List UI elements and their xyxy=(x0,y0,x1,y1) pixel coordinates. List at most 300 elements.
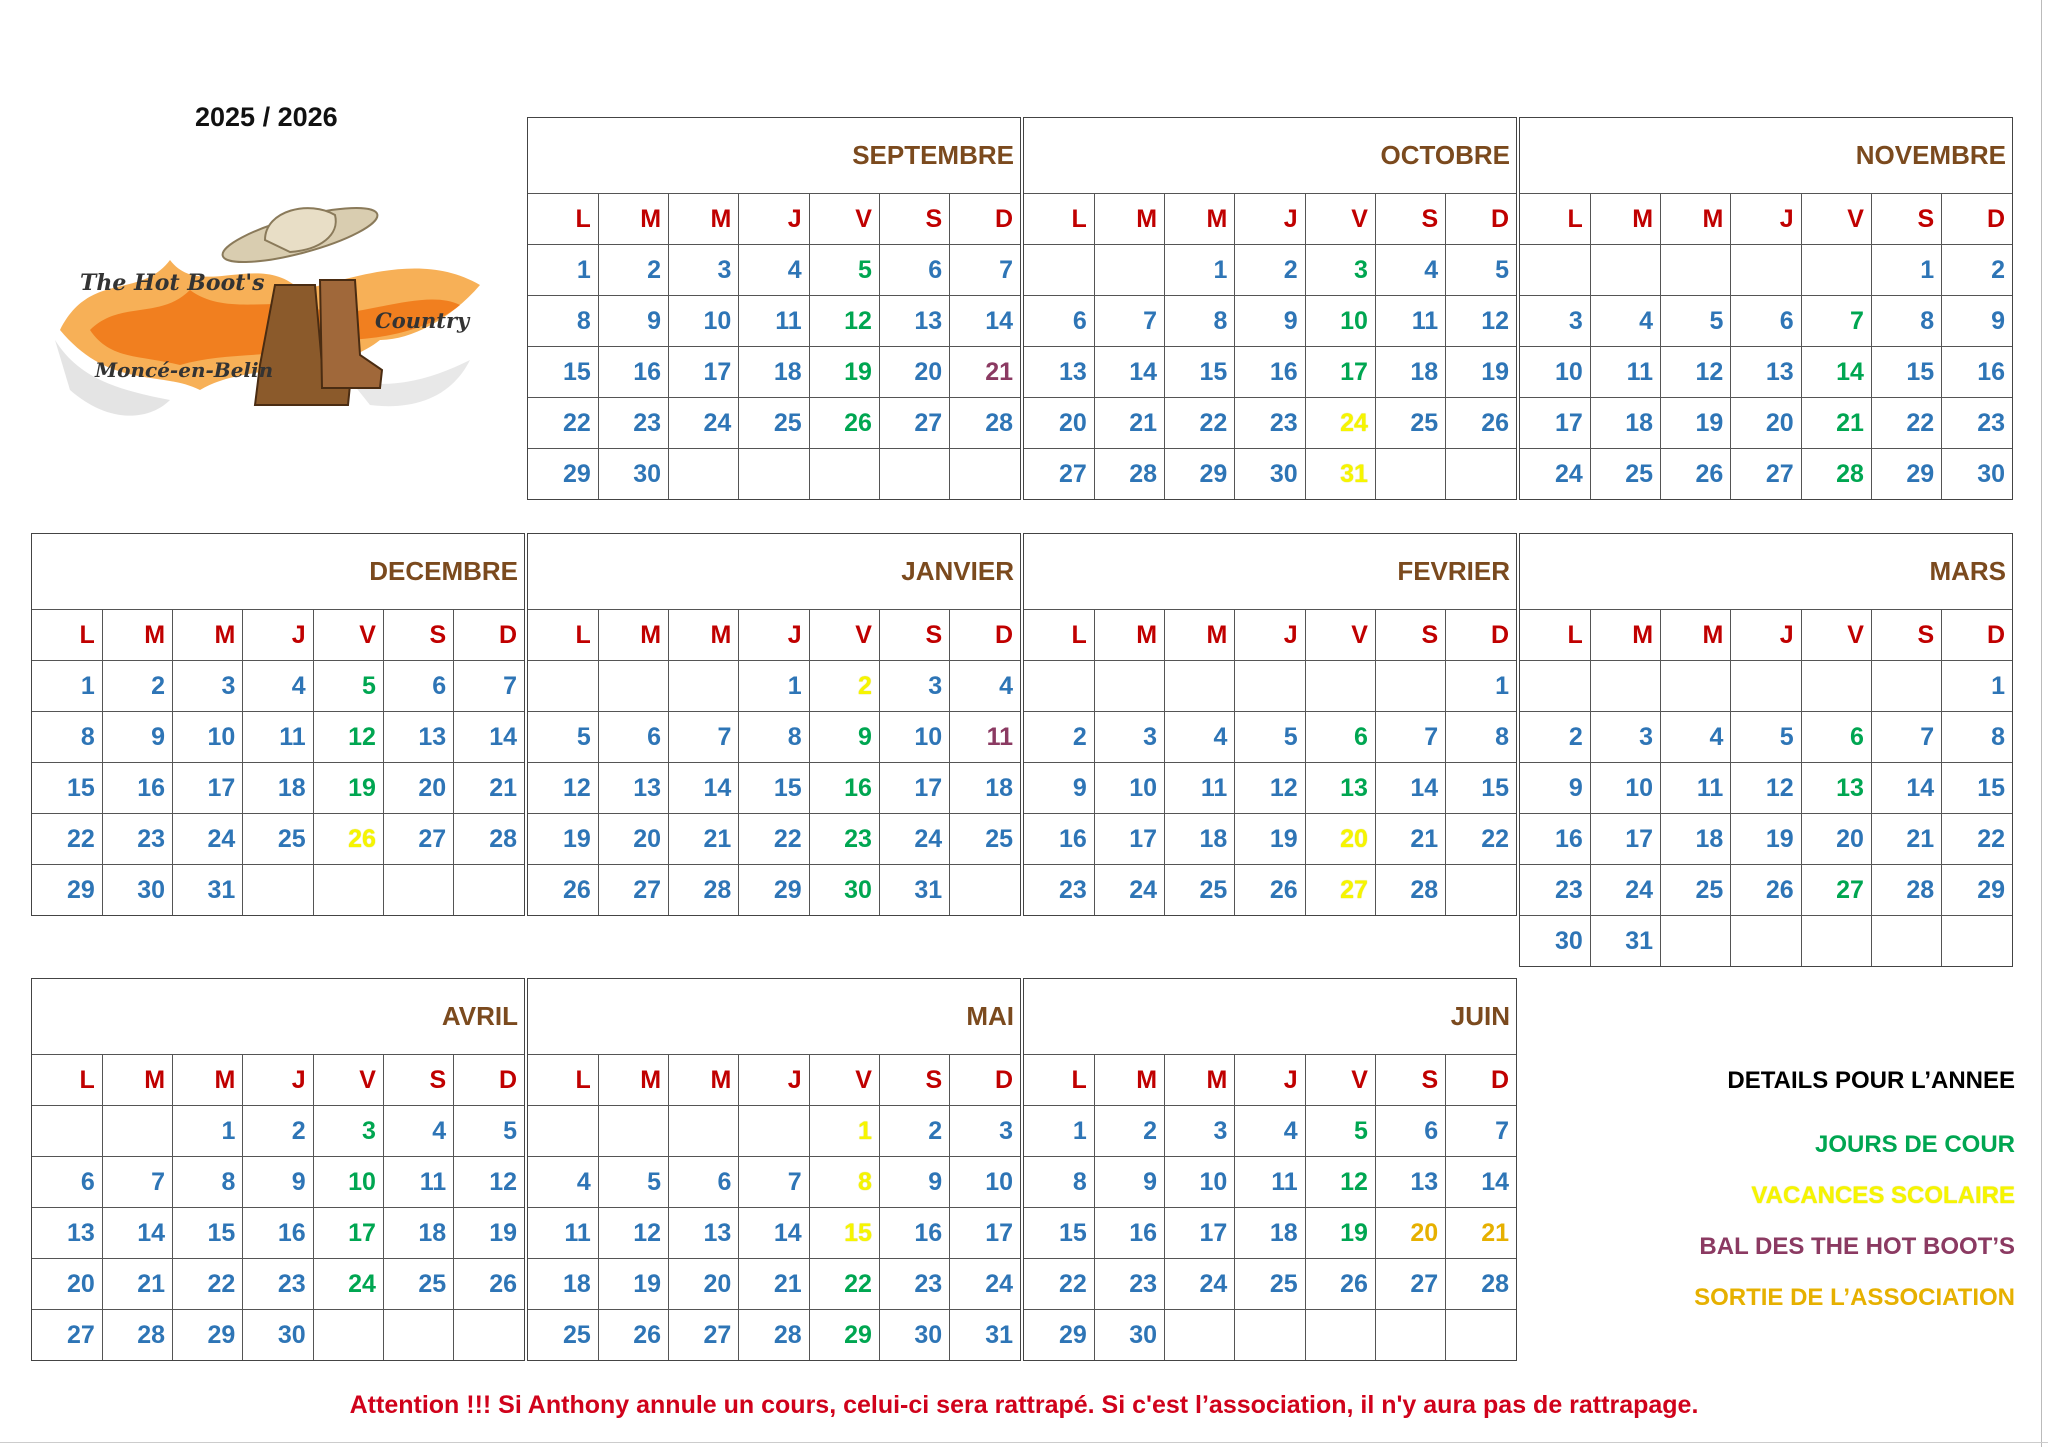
day-cell: 19 xyxy=(598,1259,668,1310)
weekday-header: V xyxy=(313,610,383,661)
day-cell: 3 xyxy=(879,661,949,712)
day-cell: 15 xyxy=(1942,763,2012,814)
week-row xyxy=(1024,1259,1516,1310)
empty-cell xyxy=(1375,449,1445,500)
day-cell: 15 xyxy=(809,1208,879,1259)
day-cell: 14 xyxy=(1801,347,1871,398)
empty-cell xyxy=(598,1106,668,1157)
day-cell: 10 xyxy=(950,1157,1020,1208)
weekday-header: D xyxy=(454,1055,524,1106)
svg-text:Moncé-en-Belin: Moncé-en-Belin xyxy=(95,358,274,382)
day-cell: 2 xyxy=(1942,245,2012,296)
day-cell: 13 xyxy=(1375,1157,1445,1208)
day-cell: 15 xyxy=(1165,347,1235,398)
cowboy-hat-icon xyxy=(218,197,382,273)
day-cell: 2 xyxy=(1235,245,1305,296)
day-cell: 21 xyxy=(950,347,1020,398)
day-cell: 7 xyxy=(454,661,524,712)
day-cell: 27 xyxy=(1801,865,1871,916)
day-cell: 6 xyxy=(598,712,668,763)
empty-cell xyxy=(1520,245,1590,296)
week-row xyxy=(528,763,1020,814)
empty-cell xyxy=(1305,661,1375,712)
page-title: 2025 / 2026 xyxy=(195,102,338,132)
day-cell: 9 xyxy=(598,296,668,347)
empty-cell xyxy=(1375,1310,1445,1361)
day-cell: 28 xyxy=(1871,865,1941,916)
empty-cell xyxy=(313,1310,383,1361)
day-cell: 6 xyxy=(1731,296,1801,347)
day-cell: 8 xyxy=(173,1157,243,1208)
day-cell: 26 xyxy=(528,865,598,916)
empty-cell xyxy=(1871,661,1941,712)
week-row xyxy=(1024,1310,1516,1361)
legend-item: VACANCES SCOLAIRE xyxy=(1751,1182,2015,1209)
day-cell: 9 xyxy=(102,712,172,763)
day-cell: 25 xyxy=(1165,865,1235,916)
day-cell: 1 xyxy=(739,661,809,712)
weekday-header: L xyxy=(1024,1055,1094,1106)
day-cell: 1 xyxy=(528,245,598,296)
day-cell: 1 xyxy=(1446,661,1516,712)
empty-cell xyxy=(1661,661,1731,712)
day-cell: 26 xyxy=(1446,398,1516,449)
weekday-header: D xyxy=(454,610,524,661)
week-row xyxy=(528,449,1020,500)
weekday-header: S xyxy=(383,610,453,661)
day-cell: 15 xyxy=(1871,347,1941,398)
week-row xyxy=(32,712,524,763)
day-cell: 11 xyxy=(739,296,809,347)
day-cell: 5 xyxy=(1235,712,1305,763)
empty-cell xyxy=(1024,661,1094,712)
day-cell: 7 xyxy=(1094,296,1164,347)
week-row xyxy=(528,814,1020,865)
week-row xyxy=(32,865,524,916)
day-cell: 11 xyxy=(1375,296,1445,347)
weekday-header: J xyxy=(1235,610,1305,661)
week-row xyxy=(32,1106,524,1157)
weekday-header: M xyxy=(1165,194,1235,245)
day-cell: 19 xyxy=(1661,398,1731,449)
day-cell: 26 xyxy=(1731,865,1801,916)
day-cell: 31 xyxy=(879,865,949,916)
day-cell: 21 xyxy=(1801,398,1871,449)
month-name: FEVRIER xyxy=(1024,534,1516,610)
week-row xyxy=(1520,398,2012,449)
month-name: JUIN xyxy=(1024,979,1516,1055)
day-cell: 3 xyxy=(950,1106,1020,1157)
day-cell: 18 xyxy=(243,763,313,814)
empty-cell xyxy=(950,449,1020,500)
week-row xyxy=(1024,296,1516,347)
day-cell: 20 xyxy=(1305,814,1375,865)
day-cell: 23 xyxy=(598,398,668,449)
day-cell: 6 xyxy=(879,245,949,296)
day-cell: 31 xyxy=(950,1310,1020,1361)
empty-cell xyxy=(1871,916,1941,967)
empty-cell xyxy=(1590,661,1660,712)
day-cell: 4 xyxy=(1165,712,1235,763)
day-cell: 11 xyxy=(383,1157,453,1208)
week-row xyxy=(1024,245,1516,296)
empty-cell xyxy=(1165,1310,1235,1361)
day-cell: 23 xyxy=(1024,865,1094,916)
empty-cell xyxy=(528,661,598,712)
week-row xyxy=(528,865,1020,916)
day-cell: 22 xyxy=(32,814,102,865)
weekday-header: L xyxy=(528,194,598,245)
day-cell: 27 xyxy=(879,398,949,449)
empty-cell xyxy=(454,1310,524,1361)
day-cell: 25 xyxy=(1661,865,1731,916)
svg-text:Country: Country xyxy=(375,308,470,333)
week-row xyxy=(1024,1106,1516,1157)
weekday-header: M xyxy=(669,610,739,661)
legend-item: SORTIE DE L’ASSOCIATION xyxy=(1694,1284,2015,1311)
day-cell: 31 xyxy=(1305,449,1375,500)
week-row xyxy=(1520,865,2012,916)
day-cell: 5 xyxy=(313,661,383,712)
week-row xyxy=(32,661,524,712)
day-cell: 27 xyxy=(32,1310,102,1361)
day-cell: 17 xyxy=(879,763,949,814)
weekday-header: J xyxy=(739,194,809,245)
empty-cell xyxy=(1235,1310,1305,1361)
day-cell: 16 xyxy=(102,763,172,814)
day-cell: 13 xyxy=(1731,347,1801,398)
empty-cell xyxy=(1165,661,1235,712)
month-table xyxy=(1024,1055,1516,1360)
week-row xyxy=(528,1157,1020,1208)
day-cell: 21 xyxy=(1446,1208,1516,1259)
weekday-header: J xyxy=(1731,194,1801,245)
day-cell: 29 xyxy=(1942,865,2012,916)
day-cell: 16 xyxy=(1094,1208,1164,1259)
empty-cell xyxy=(1731,661,1801,712)
week-row xyxy=(32,1208,524,1259)
day-cell: 13 xyxy=(32,1208,102,1259)
day-cell: 7 xyxy=(1446,1106,1516,1157)
day-cell: 30 xyxy=(1094,1310,1164,1361)
legend-title: DETAILS POUR L’ANNEE xyxy=(1727,1067,2015,1094)
day-cell: 30 xyxy=(102,865,172,916)
empty-cell xyxy=(1305,1310,1375,1361)
day-cell: 23 xyxy=(879,1259,949,1310)
day-cell: 25 xyxy=(950,814,1020,865)
day-cell: 14 xyxy=(1375,763,1445,814)
day-cell: 30 xyxy=(1520,916,1590,967)
day-cell: 7 xyxy=(950,245,1020,296)
weekday-header: M xyxy=(1661,194,1731,245)
weekday-header: S xyxy=(1375,194,1445,245)
weekday-header-row xyxy=(1520,194,2012,245)
day-cell: 10 xyxy=(173,712,243,763)
day-cell: 13 xyxy=(879,296,949,347)
month-name: OCTOBRE xyxy=(1024,118,1516,194)
day-cell: 24 xyxy=(950,1259,1020,1310)
month-table xyxy=(1024,194,1516,499)
day-cell: 20 xyxy=(1801,814,1871,865)
day-cell: 11 xyxy=(528,1208,598,1259)
day-cell: 2 xyxy=(598,245,668,296)
day-cell: 6 xyxy=(1375,1106,1445,1157)
weekday-header: L xyxy=(528,610,598,661)
day-cell: 11 xyxy=(1235,1157,1305,1208)
day-cell: 3 xyxy=(1520,296,1590,347)
day-cell: 20 xyxy=(1024,398,1094,449)
day-cell: 31 xyxy=(173,865,243,916)
weekday-header: J xyxy=(739,1055,809,1106)
day-cell: 12 xyxy=(809,296,879,347)
day-cell: 7 xyxy=(1801,296,1871,347)
empty-cell xyxy=(1731,916,1801,967)
day-cell: 14 xyxy=(454,712,524,763)
empty-cell xyxy=(669,449,739,500)
month-name: SEPTEMBRE xyxy=(528,118,1020,194)
day-cell: 2 xyxy=(102,661,172,712)
weekday-header: V xyxy=(809,610,879,661)
day-cell: 1 xyxy=(32,661,102,712)
month-table xyxy=(1520,610,2012,966)
day-cell: 1 xyxy=(1871,245,1941,296)
day-cell: 19 xyxy=(1235,814,1305,865)
day-cell: 29 xyxy=(809,1310,879,1361)
day-cell: 9 xyxy=(243,1157,313,1208)
empty-cell xyxy=(1801,245,1871,296)
day-cell: 31 xyxy=(1590,916,1660,967)
weekday-header: M xyxy=(1590,610,1660,661)
day-cell: 26 xyxy=(454,1259,524,1310)
week-row xyxy=(1520,814,2012,865)
day-cell: 29 xyxy=(32,865,102,916)
week-row xyxy=(32,1310,524,1361)
day-cell: 24 xyxy=(669,398,739,449)
day-cell: 28 xyxy=(739,1310,809,1361)
weekday-header-row xyxy=(1024,1055,1516,1106)
day-cell: 8 xyxy=(1446,712,1516,763)
day-cell: 4 xyxy=(950,661,1020,712)
day-cell: 20 xyxy=(598,814,668,865)
day-cell: 9 xyxy=(1520,763,1590,814)
week-row xyxy=(32,763,524,814)
page-edge xyxy=(2041,0,2042,1447)
day-cell: 26 xyxy=(598,1310,668,1361)
day-cell: 7 xyxy=(669,712,739,763)
day-cell: 27 xyxy=(1731,449,1801,500)
month-name: AVRIL xyxy=(32,979,524,1055)
day-cell: 4 xyxy=(528,1157,598,1208)
month-decembre xyxy=(31,533,525,916)
day-cell: 23 xyxy=(1520,865,1590,916)
empty-cell xyxy=(32,1106,102,1157)
day-cell: 12 xyxy=(528,763,598,814)
weekday-header: L xyxy=(1520,194,1590,245)
month-name: NOVEMBRE xyxy=(1520,118,2012,194)
week-row xyxy=(1024,661,1516,712)
day-cell: 16 xyxy=(1942,347,2012,398)
day-cell: 12 xyxy=(313,712,383,763)
day-cell: 26 xyxy=(1235,865,1305,916)
day-cell: 25 xyxy=(1375,398,1445,449)
day-cell: 13 xyxy=(669,1208,739,1259)
weekday-header: L xyxy=(1520,610,1590,661)
day-cell: 7 xyxy=(739,1157,809,1208)
month-table xyxy=(32,1055,524,1360)
day-cell: 2 xyxy=(1024,712,1094,763)
day-cell: 9 xyxy=(1094,1157,1164,1208)
week-row xyxy=(1520,245,2012,296)
day-cell: 23 xyxy=(102,814,172,865)
empty-cell xyxy=(1942,916,2012,967)
day-cell: 25 xyxy=(383,1259,453,1310)
month-name: JANVIER xyxy=(528,534,1020,610)
day-cell: 28 xyxy=(669,865,739,916)
day-cell: 18 xyxy=(1375,347,1445,398)
week-row xyxy=(1024,1157,1516,1208)
day-cell: 5 xyxy=(454,1106,524,1157)
weekday-header: M xyxy=(1165,610,1235,661)
day-cell: 13 xyxy=(598,763,668,814)
weekday-header: L xyxy=(528,1055,598,1106)
day-cell: 24 xyxy=(1305,398,1375,449)
empty-cell xyxy=(879,449,949,500)
day-cell: 12 xyxy=(1446,296,1516,347)
month-table xyxy=(528,1055,1020,1360)
day-cell: 17 xyxy=(1590,814,1660,865)
weekday-header: V xyxy=(809,1055,879,1106)
day-cell: 5 xyxy=(598,1157,668,1208)
day-cell: 5 xyxy=(1731,712,1801,763)
day-cell: 8 xyxy=(739,712,809,763)
day-cell: 5 xyxy=(809,245,879,296)
weekday-header: J xyxy=(1235,1055,1305,1106)
day-cell: 8 xyxy=(1871,296,1941,347)
day-cell: 19 xyxy=(454,1208,524,1259)
day-cell: 1 xyxy=(173,1106,243,1157)
day-cell: 18 xyxy=(528,1259,598,1310)
day-cell: 30 xyxy=(1235,449,1305,500)
weekday-header: M xyxy=(669,194,739,245)
day-cell: 1 xyxy=(1165,245,1235,296)
day-cell: 27 xyxy=(598,865,668,916)
day-cell: 26 xyxy=(1305,1259,1375,1310)
empty-cell xyxy=(1446,1310,1516,1361)
day-cell: 10 xyxy=(1520,347,1590,398)
week-row xyxy=(1520,661,2012,712)
day-cell: 18 xyxy=(1661,814,1731,865)
weekday-header: D xyxy=(950,194,1020,245)
day-cell: 9 xyxy=(1024,763,1094,814)
empty-cell xyxy=(1446,449,1516,500)
empty-cell xyxy=(383,1310,453,1361)
empty-cell xyxy=(809,449,879,500)
day-cell: 20 xyxy=(669,1259,739,1310)
empty-cell xyxy=(383,865,453,916)
day-cell: 25 xyxy=(1235,1259,1305,1310)
club-logo xyxy=(50,190,490,460)
empty-cell xyxy=(1446,865,1516,916)
day-cell: 21 xyxy=(454,763,524,814)
empty-cell xyxy=(1661,916,1731,967)
day-cell: 12 xyxy=(1661,347,1731,398)
day-cell: 4 xyxy=(1661,712,1731,763)
month-mai xyxy=(527,978,1021,1361)
day-cell: 10 xyxy=(879,712,949,763)
day-cell: 21 xyxy=(1871,814,1941,865)
empty-cell xyxy=(1375,661,1445,712)
empty-cell xyxy=(1520,661,1590,712)
week-row xyxy=(1024,449,1516,500)
month-name: DECEMBRE xyxy=(32,534,524,610)
weekday-header: S xyxy=(1375,610,1445,661)
day-cell: 26 xyxy=(1661,449,1731,500)
empty-cell xyxy=(1590,245,1660,296)
empty-cell xyxy=(1801,916,1871,967)
weekday-header: M xyxy=(102,610,172,661)
week-row xyxy=(528,712,1020,763)
day-cell: 23 xyxy=(809,814,879,865)
weekday-header: S xyxy=(1871,194,1941,245)
weekday-header-row xyxy=(32,610,524,661)
weekday-header: D xyxy=(1942,194,2012,245)
day-cell: 29 xyxy=(1024,1310,1094,1361)
weekday-header: M xyxy=(1094,1055,1164,1106)
day-cell: 12 xyxy=(1305,1157,1375,1208)
day-cell: 18 xyxy=(1235,1208,1305,1259)
day-cell: 3 xyxy=(313,1106,383,1157)
week-row xyxy=(32,1259,524,1310)
day-cell: 28 xyxy=(102,1310,172,1361)
day-cell: 26 xyxy=(313,814,383,865)
week-row xyxy=(32,1157,524,1208)
empty-cell xyxy=(1094,661,1164,712)
day-cell: 20 xyxy=(879,347,949,398)
day-cell: 4 xyxy=(243,661,313,712)
month-juin xyxy=(1023,978,1517,1361)
weekday-header: S xyxy=(879,1055,949,1106)
weekday-header: V xyxy=(809,194,879,245)
month-mars xyxy=(1519,533,2013,967)
day-cell: 17 xyxy=(173,763,243,814)
day-cell: 2 xyxy=(879,1106,949,1157)
week-row xyxy=(32,814,524,865)
day-cell: 21 xyxy=(669,814,739,865)
day-cell: 6 xyxy=(32,1157,102,1208)
weekday-header: M xyxy=(1094,610,1164,661)
weekday-header: L xyxy=(32,1055,102,1106)
day-cell: 2 xyxy=(1094,1106,1164,1157)
day-cell: 12 xyxy=(1235,763,1305,814)
month-novembre xyxy=(1519,117,2013,500)
weekday-header: M xyxy=(598,194,668,245)
weekday-header: S xyxy=(1871,610,1941,661)
week-row xyxy=(528,398,1020,449)
day-cell: 4 xyxy=(1590,296,1660,347)
legend-item: BAL DES THE HOT BOOT’S xyxy=(1699,1233,2015,1260)
day-cell: 23 xyxy=(1235,398,1305,449)
day-cell: 2 xyxy=(809,661,879,712)
day-cell: 10 xyxy=(1094,763,1164,814)
day-cell: 17 xyxy=(1165,1208,1235,1259)
day-cell: 18 xyxy=(950,763,1020,814)
day-cell: 15 xyxy=(173,1208,243,1259)
day-cell: 22 xyxy=(528,398,598,449)
weekday-header: J xyxy=(1731,610,1801,661)
day-cell: 11 xyxy=(1165,763,1235,814)
day-cell: 7 xyxy=(102,1157,172,1208)
day-cell: 7 xyxy=(1375,712,1445,763)
